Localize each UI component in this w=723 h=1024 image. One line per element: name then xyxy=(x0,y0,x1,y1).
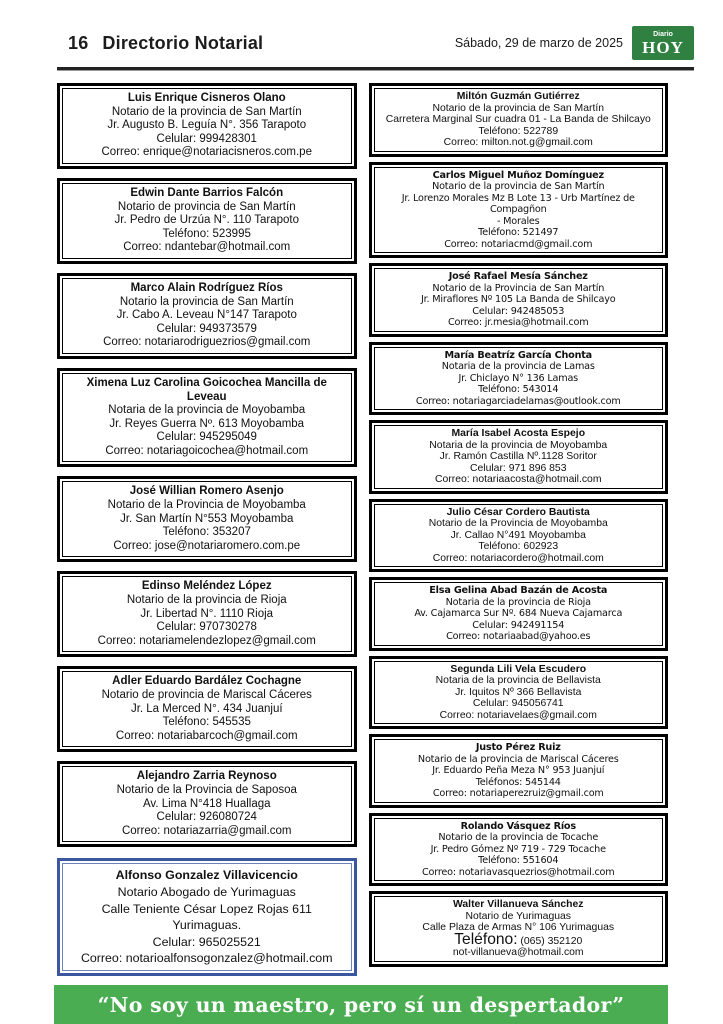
notary-detail-line: Correo: notariagoicochea@hotmail.com xyxy=(105,444,309,457)
notary-card-inner xyxy=(374,347,664,411)
notary-detail-line: Correo: notarioalfonsogonzalez@hotmail.com xyxy=(80,951,333,966)
notary-detail-line: Correo: notariacmd@gmail.com xyxy=(444,238,593,250)
notary-detail-line: Teléfono: 522789 xyxy=(478,125,559,137)
column-right xyxy=(369,83,669,967)
notary-detail-line: Teléfono: 551604 xyxy=(478,855,559,866)
notary-card-inner xyxy=(374,504,664,568)
column-left xyxy=(57,83,357,976)
notary-card xyxy=(369,342,669,416)
notary-detail-line: Notario de la provincia de San Martín xyxy=(432,102,605,114)
notary-detail-line: Celular: 942491154 xyxy=(472,619,565,631)
quote-banner xyxy=(54,985,668,1024)
notary-name: José Willian Romero Asenjo xyxy=(129,485,284,498)
notary-detail-line: Notaria de la provincia de Lamas xyxy=(441,361,595,372)
notary-card-inner xyxy=(374,896,664,962)
notary-detail-line: Celular: 945295049 xyxy=(156,431,257,444)
notary-card xyxy=(369,813,669,887)
notary-detail-line: Celular: 942485053 xyxy=(472,305,565,317)
notary-name: Carlos Miguel Muñoz Domínguez xyxy=(432,169,604,181)
notary-detail-line: Notario de provincia de Mariscal Cáceres xyxy=(101,689,312,701)
notary-card xyxy=(57,368,357,468)
notary-detail-line: Jr. Cabo A. Leveau N°147 Tarapoto xyxy=(116,309,297,322)
notary-detail-line: Teléfono: 521497 xyxy=(478,227,559,238)
notary-name: Luis Enrique Cisneros Olano xyxy=(127,92,286,104)
notary-detail-line: Jr. Ramón Castilla Nº.1128 Soritor xyxy=(439,451,597,462)
quote-text: “No soy un maestro, pero sí un despertador” xyxy=(97,992,625,1017)
notary-card xyxy=(57,273,357,359)
notary-detail-line: Notaria de la provincia de Moyobamba xyxy=(429,439,608,451)
notary-detail-line: - Morales xyxy=(496,215,540,227)
notary-detail-line: Notario la provincia de San Martín xyxy=(119,295,294,308)
notary-detail-line: Celular: 965025521 xyxy=(152,934,261,949)
notary-detail-line: Calle Teniente César Lopez Rojas 611 Yurimaguas. xyxy=(101,901,312,933)
notary-detail-line: Jr. Reyes Guerra Nº. 613 Moyobamba xyxy=(109,417,305,430)
notary-name: Julio César Cordero Bautista xyxy=(446,506,590,518)
notary-detail-line: Jr. Miraflores Nº 105 La Banda de Shilcayo xyxy=(421,294,616,305)
notary-name: María Isabel Acosta Espejo xyxy=(451,428,586,439)
notary-card xyxy=(57,83,357,169)
notary-name: Miltón Guzmán Gutiérrez xyxy=(456,91,580,102)
notary-detail-line: Notario Abogado de Yurimaguas xyxy=(117,884,296,899)
notary-detail-line: Jr. Iquitos Nº 366 Bellavista xyxy=(455,686,582,698)
notary-detail-line: Correo: notariagarciadelamas@outlook.com xyxy=(415,395,621,407)
notary-name: Adler Eduardo Bardález Cochagne xyxy=(112,675,302,688)
notary-detail-line: Teléfono: 545535 xyxy=(162,716,251,729)
notary-detail-line: Correo: notariaabad@yahoo.es xyxy=(446,631,591,642)
edition-date: Sábado, 29 de marzo de 2025 xyxy=(454,36,623,50)
notary-card-inner xyxy=(62,373,352,463)
notary-detail-line: Correo: notariabarcoch@gmail.com xyxy=(115,729,298,742)
notary-card xyxy=(369,83,669,157)
notary-detail-line: Jr. Augusto B. Leguía N°. 356 Tarapoto xyxy=(107,119,307,132)
notary-detail-line: Av. Cajamarca Sur Nº. 684 Nueva Cajamarca xyxy=(414,608,623,619)
notary-detail-line: Teléfono: 543014 xyxy=(478,384,559,395)
notary-detail-line: Jr. La Merced N°. 434 Juanjuí xyxy=(130,702,283,715)
phone-value: (065) 352120 xyxy=(517,935,583,947)
notary-card xyxy=(369,162,669,259)
notary-detail-line: Celular: 949373579 xyxy=(156,322,257,335)
page-title: Directorio Notarial xyxy=(102,32,264,53)
notary-card-inner xyxy=(62,88,352,164)
notary-name: Alejandro Zarria Reynoso xyxy=(136,770,277,783)
notary-detail-line: Notario de la provincia de Rioja xyxy=(126,594,287,607)
notary-card-inner xyxy=(374,167,664,254)
notary-name: María Beatríz García Chonta xyxy=(444,349,592,361)
notary-detail-line: Av. Lima N°418 Huallaga xyxy=(142,797,271,810)
notary-detail-line: Notario de Yurimaguas xyxy=(465,910,571,922)
notary-card xyxy=(369,734,669,808)
notary-card-inner xyxy=(62,576,352,652)
notary-card-inner xyxy=(374,818,664,882)
notary-detail-line: Notaria de la provincia de Bellavista xyxy=(435,675,601,686)
notary-name: Segunda Lili Vela Escudero xyxy=(450,663,587,675)
notary-detail-line: Notario de la provincia de San Martín xyxy=(432,181,605,192)
page-header xyxy=(0,0,723,67)
notary-detail-line: Jr. Pedro Gómez Nº 719 - 729 Tocache xyxy=(430,843,606,855)
notary-detail-line: Correo: notariaperezruiz@gmail.com xyxy=(432,788,604,799)
notary-detail-line: Correo: enrique@notariacisneros.com.pe xyxy=(101,146,312,159)
notary-card-inner xyxy=(62,481,352,557)
notary-card xyxy=(57,571,357,657)
notary-detail-line: Correo: notariarodriguezrios@gmail.com xyxy=(103,336,311,349)
notary-card-inner xyxy=(374,739,664,803)
notary-detail-line: Correo: ndantebar@hotmail.com xyxy=(123,241,291,254)
notary-card-inner xyxy=(374,661,664,725)
notary-card xyxy=(369,577,669,651)
notary-detail-line: Correo: jose@notariaromero.com.pe xyxy=(113,539,301,552)
notary-detail-line: Teléfono: 353207 xyxy=(162,526,251,539)
notary-name: Edwin Dante Barrios Falcón xyxy=(130,186,284,199)
notary-detail-line: Notario de la provincia de Mariscal Cáceres xyxy=(417,753,619,765)
diario-hoy-logo xyxy=(632,26,694,60)
notary-name: José Rafael Mesía Sánchez xyxy=(448,271,588,282)
notary-detail-line: Correo: notariacordero@hotmail.com xyxy=(432,552,604,564)
notary-card-inner xyxy=(62,766,352,842)
notary-detail-line: Notario de la Provincia de San Martín xyxy=(432,282,605,294)
notary-detail-line: Jr. San Martín N°553 Moyobamba xyxy=(120,512,294,525)
notary-detail-line: Celular: 945056741 xyxy=(472,698,564,709)
notary-card xyxy=(57,666,357,752)
notary-detail-line: Notaria de la provincia de Rioja xyxy=(445,596,591,608)
notary-detail-line: Correo: jr.mesia@hotmail.com xyxy=(448,317,589,328)
notary-detail-line: Notario de la Provincia de Saposoa xyxy=(116,783,297,796)
notary-card xyxy=(57,476,357,562)
notary-detail-line: Notario de la provincia de San Martín xyxy=(111,105,302,118)
phone-label: Teléfono: xyxy=(454,930,518,948)
logo-diario-text: Diario xyxy=(653,30,673,38)
notary-detail-line: Notario de la provincia de Tocache xyxy=(438,832,599,843)
notary-card-inner xyxy=(62,671,352,747)
directory-columns xyxy=(0,70,723,976)
notary-detail-line: Notario de la Provincia de Moyobamba xyxy=(428,518,608,529)
notary-detail-line: Correo: milton.not.g@gmail.com xyxy=(443,137,593,148)
notary-card xyxy=(369,420,669,494)
notary-card xyxy=(369,891,669,967)
notary-card-inner xyxy=(62,183,352,259)
notary-card xyxy=(57,761,357,847)
notary-card-highlighted xyxy=(57,858,357,976)
notary-detail-line: Teléfonos: 545144 xyxy=(475,776,561,788)
notary-detail-line: Jr. Callao N°491 Moyobamba xyxy=(450,529,586,541)
notary-name: Edinso Meléndez López xyxy=(141,580,272,593)
notary-detail-line: Notaria de la provincia de Moyobamba xyxy=(108,404,306,417)
notary-detail-line: Celular: 970730278 xyxy=(156,621,257,634)
notary-detail-line: Celular: 971 896 853 xyxy=(470,462,567,474)
notary-card xyxy=(369,656,669,730)
notary-detail-line: Correo: notariazarria@gmail.com xyxy=(121,824,292,837)
notary-card-inner xyxy=(62,278,352,354)
notary-card-inner xyxy=(374,582,664,646)
notary-detail-line: Jr. Pedro de Urzúa N°. 110 Tarapoto xyxy=(114,214,299,227)
notary-detail-line: Notario de provincia de San Martín xyxy=(117,200,296,213)
notary-detail-line: Carretera Marginal Sur cuadra 01 - La Banda de Shilcayo xyxy=(385,114,651,125)
notary-detail-line: not-villanueva@hotmail.com xyxy=(452,947,584,958)
notary-detail-line: Jr. Libertad N°. 1110 Rioja xyxy=(140,607,274,620)
notary-detail-line: Teléfono: 523995 xyxy=(162,227,251,240)
notary-name: Elsa Gelina Abad Bazán de Acosta xyxy=(429,585,608,596)
notary-detail-line: Correo: notariaacosta@hotmail.com xyxy=(435,474,602,485)
notary-detail-line: Correo: notariamelendezlopez@gmail.com xyxy=(97,634,316,647)
notary-detail-line: Correo: notariavasquezrios@hotmail.com xyxy=(422,866,615,878)
page-number: 16 xyxy=(68,32,89,53)
notary-detail-line: Correo: notariavelaes@gmail.com xyxy=(439,709,597,721)
notary-card-inner xyxy=(374,88,664,152)
notary-name: Rolando Vásquez Ríos xyxy=(460,820,576,832)
notary-detail-line: Calle Plaza de Armas N° 106 Yurimaguas xyxy=(422,922,615,933)
notary-card-inner xyxy=(374,425,664,489)
notary-card xyxy=(369,499,669,573)
notary-card xyxy=(369,263,669,337)
notary-name: Walter Villanueva Sánchez xyxy=(452,899,584,910)
notary-phone-line xyxy=(378,930,660,948)
notary-detail-line: Jr. Lorenzo Morales Mz B Lote 13 - Urb Martínez de Compagñon xyxy=(401,192,635,215)
notary-detail-line: Celular: 926080724 xyxy=(156,811,257,824)
notary-detail-line: Notario de la Provincia de Moyobamba xyxy=(107,499,306,512)
notary-detail-line: Teléfono: 602923 xyxy=(478,541,559,552)
notary-card xyxy=(57,178,357,264)
notary-detail-line: Jr. Eduardo Peña Meza N° 953 Juanjuí xyxy=(432,765,605,776)
notary-detail-line: Celular: 999428301 xyxy=(156,132,257,145)
notary-card-inner xyxy=(374,268,664,332)
notary-card-inner xyxy=(62,863,352,971)
notary-name: Justo Pérez Ruiz xyxy=(475,742,561,753)
notary-name: Alfonso Gonzalez Villavicencio xyxy=(115,868,298,883)
notary-name: Marco Alain Rodríguez Ríos xyxy=(130,281,283,294)
notary-detail-line: Jr. Chiclayo N° 136 Lamas xyxy=(458,372,578,384)
logo-hoy-text: HOY xyxy=(642,37,684,57)
notary-name: Ximena Luz Carolina Goicochea Mancilla de Leveau xyxy=(86,376,327,403)
